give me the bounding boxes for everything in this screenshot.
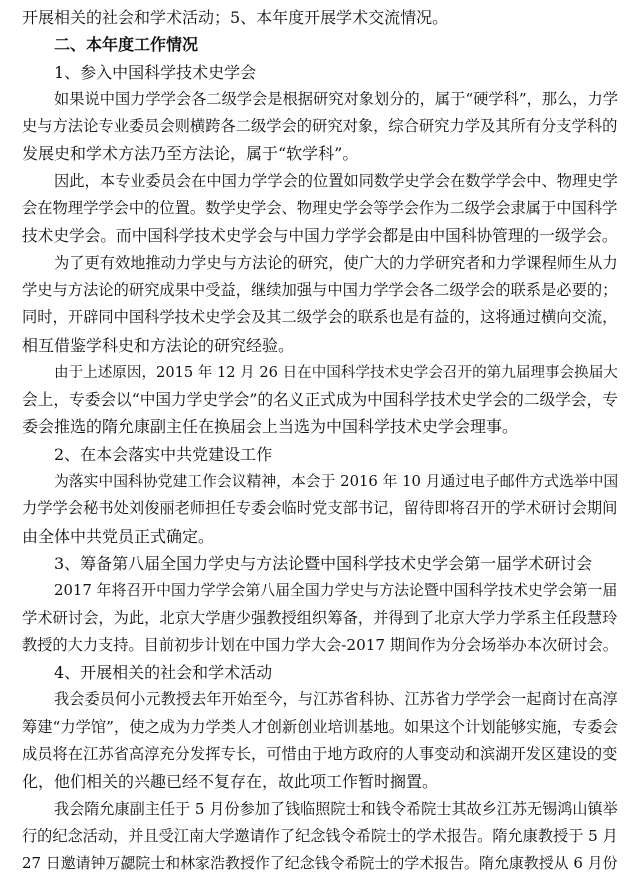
text-line: 发展史和学术方法乃至方法论，属于“软学科”。 (22, 144, 359, 164)
text-line: 教授的大力支持。目前初步计划在中国力学大会-2017 期间作为分会场举办本次研讨会。 (22, 635, 618, 654)
text-line: 我会委员何小元教授去年开始至今，与江苏省科协、江苏省力学学会一起商讨在高淳 (54, 690, 618, 709)
text-line: 行的纪念活动，并且受江南大学邀请作了纪念钱令希院士的学术报告。隋允康教授于 5 月 (22, 826, 618, 845)
text-line: 我会隋允康副主任于 5 月份参加了钱临照院士和钱令希院士其故乡江苏无锡鸿山镇举 (54, 799, 618, 818)
text-line: 相互借鉴学科史和方法论的研究经验。 (22, 335, 295, 355)
subsection-heading: 2、在本会落实中共党建设工作 (54, 444, 273, 464)
text-line: 2017 年将召开中国力学学会第八届全国力学史与方法论暨中国科学技术史学会第一届 (54, 581, 618, 600)
text-line: 会上，专委会以“中国力学史学会”的名义正式成为中国科学技术史学会的二级学会，专 (22, 390, 618, 410)
text-line: 筹建“力学馆”，使之成为力学类人才创新创业培训基地。如果这个计划能够实施，专委会 (22, 717, 618, 736)
section-heading: 二、本年度工作情况 (54, 35, 199, 55)
subsection-heading: 3、筹备第八届全国力学史与方法论暨中国科学技术史学会第一届学术研讨会 (54, 553, 593, 573)
text-line: 27 日邀请钟万勰院士和林家浩教授作了纪念钱令希院士的学术报告。隋允康教授从 6 月份 (22, 854, 618, 873)
text-line: 学史与方法论的研究成果中受益，继续加强与中国力学学会各二级学会的联系是必要的； (22, 280, 618, 299)
text-line: 由于上述原因，2015 年 12 月 26 日在中国科学技术史学会召开的第九届理事会换届大 (54, 363, 618, 381)
subsection-heading: 4、开展相关的社会和学术活动 (54, 663, 273, 683)
text-line: 开展相关的社会和学术活动；5、本年度开展学术交流情况。 (22, 8, 449, 27)
text-line: 如果说中国力学学会各二级学会是根据研究对象划分的，属于“硬学科”，那么，力学 (54, 89, 619, 108)
text-line: 技术史学会。而中国科学技术史学会与中国力学学会都是由中国科协管理的一级学会。 (22, 226, 618, 246)
text-line: 同时，开辟同中国科学技术史学会及其二级学会的联系也是有益的，这将通过横向交流， (22, 308, 618, 327)
text-line: 力学学会秘书处刘俊丽老师担任专委会临时党支部书记，留待即将召开的学术研讨会期间 (22, 499, 618, 518)
text-line: 成员将在江苏省高淳充分发挥专长，可惜由于地方政府的人事变动和滨湖开发区建设的变 (22, 745, 618, 764)
subsection-heading: 1、参入中国科学技术史学会 (54, 62, 257, 82)
text-line: 会在物理学学会中的位置。数学史学会、物理史学会等学会作为二级学会隶属于中国科学 (22, 199, 618, 218)
text-line: 因此，本专业委员会在中国力学学会的位置如同数学史学会在数学学会中、物理史学 (54, 171, 618, 190)
text-line: 由全体中共党员正式确定。 (22, 526, 215, 546)
text-line: 学术研讨会，为此，北京大学唐少强教授组织筹备，并得到了北京大学力学系主任段慧玲 (22, 608, 618, 627)
text-line: 委会推选的隋允康副主任在换届会上当选为中国科学技术史学会理事。 (22, 417, 519, 437)
text-line: 为了更有效地推动力学史与方法论的研究，使广大的力学研究者和力学课程师生从力 (54, 253, 618, 272)
text-line: 史与方法论专业委员会则横跨各二级学会的研究对象，综合研究力学及其所有分支学科的 (22, 117, 618, 136)
text-line: 化，他们相关的兴趣已经不复存在，故此项工作暂时搁置。 (22, 772, 439, 792)
text-line: 为落实中国科协党建工作会议精神，本会于 2016 年 10 月通过电子邮件方式选举中国 (54, 473, 619, 491)
